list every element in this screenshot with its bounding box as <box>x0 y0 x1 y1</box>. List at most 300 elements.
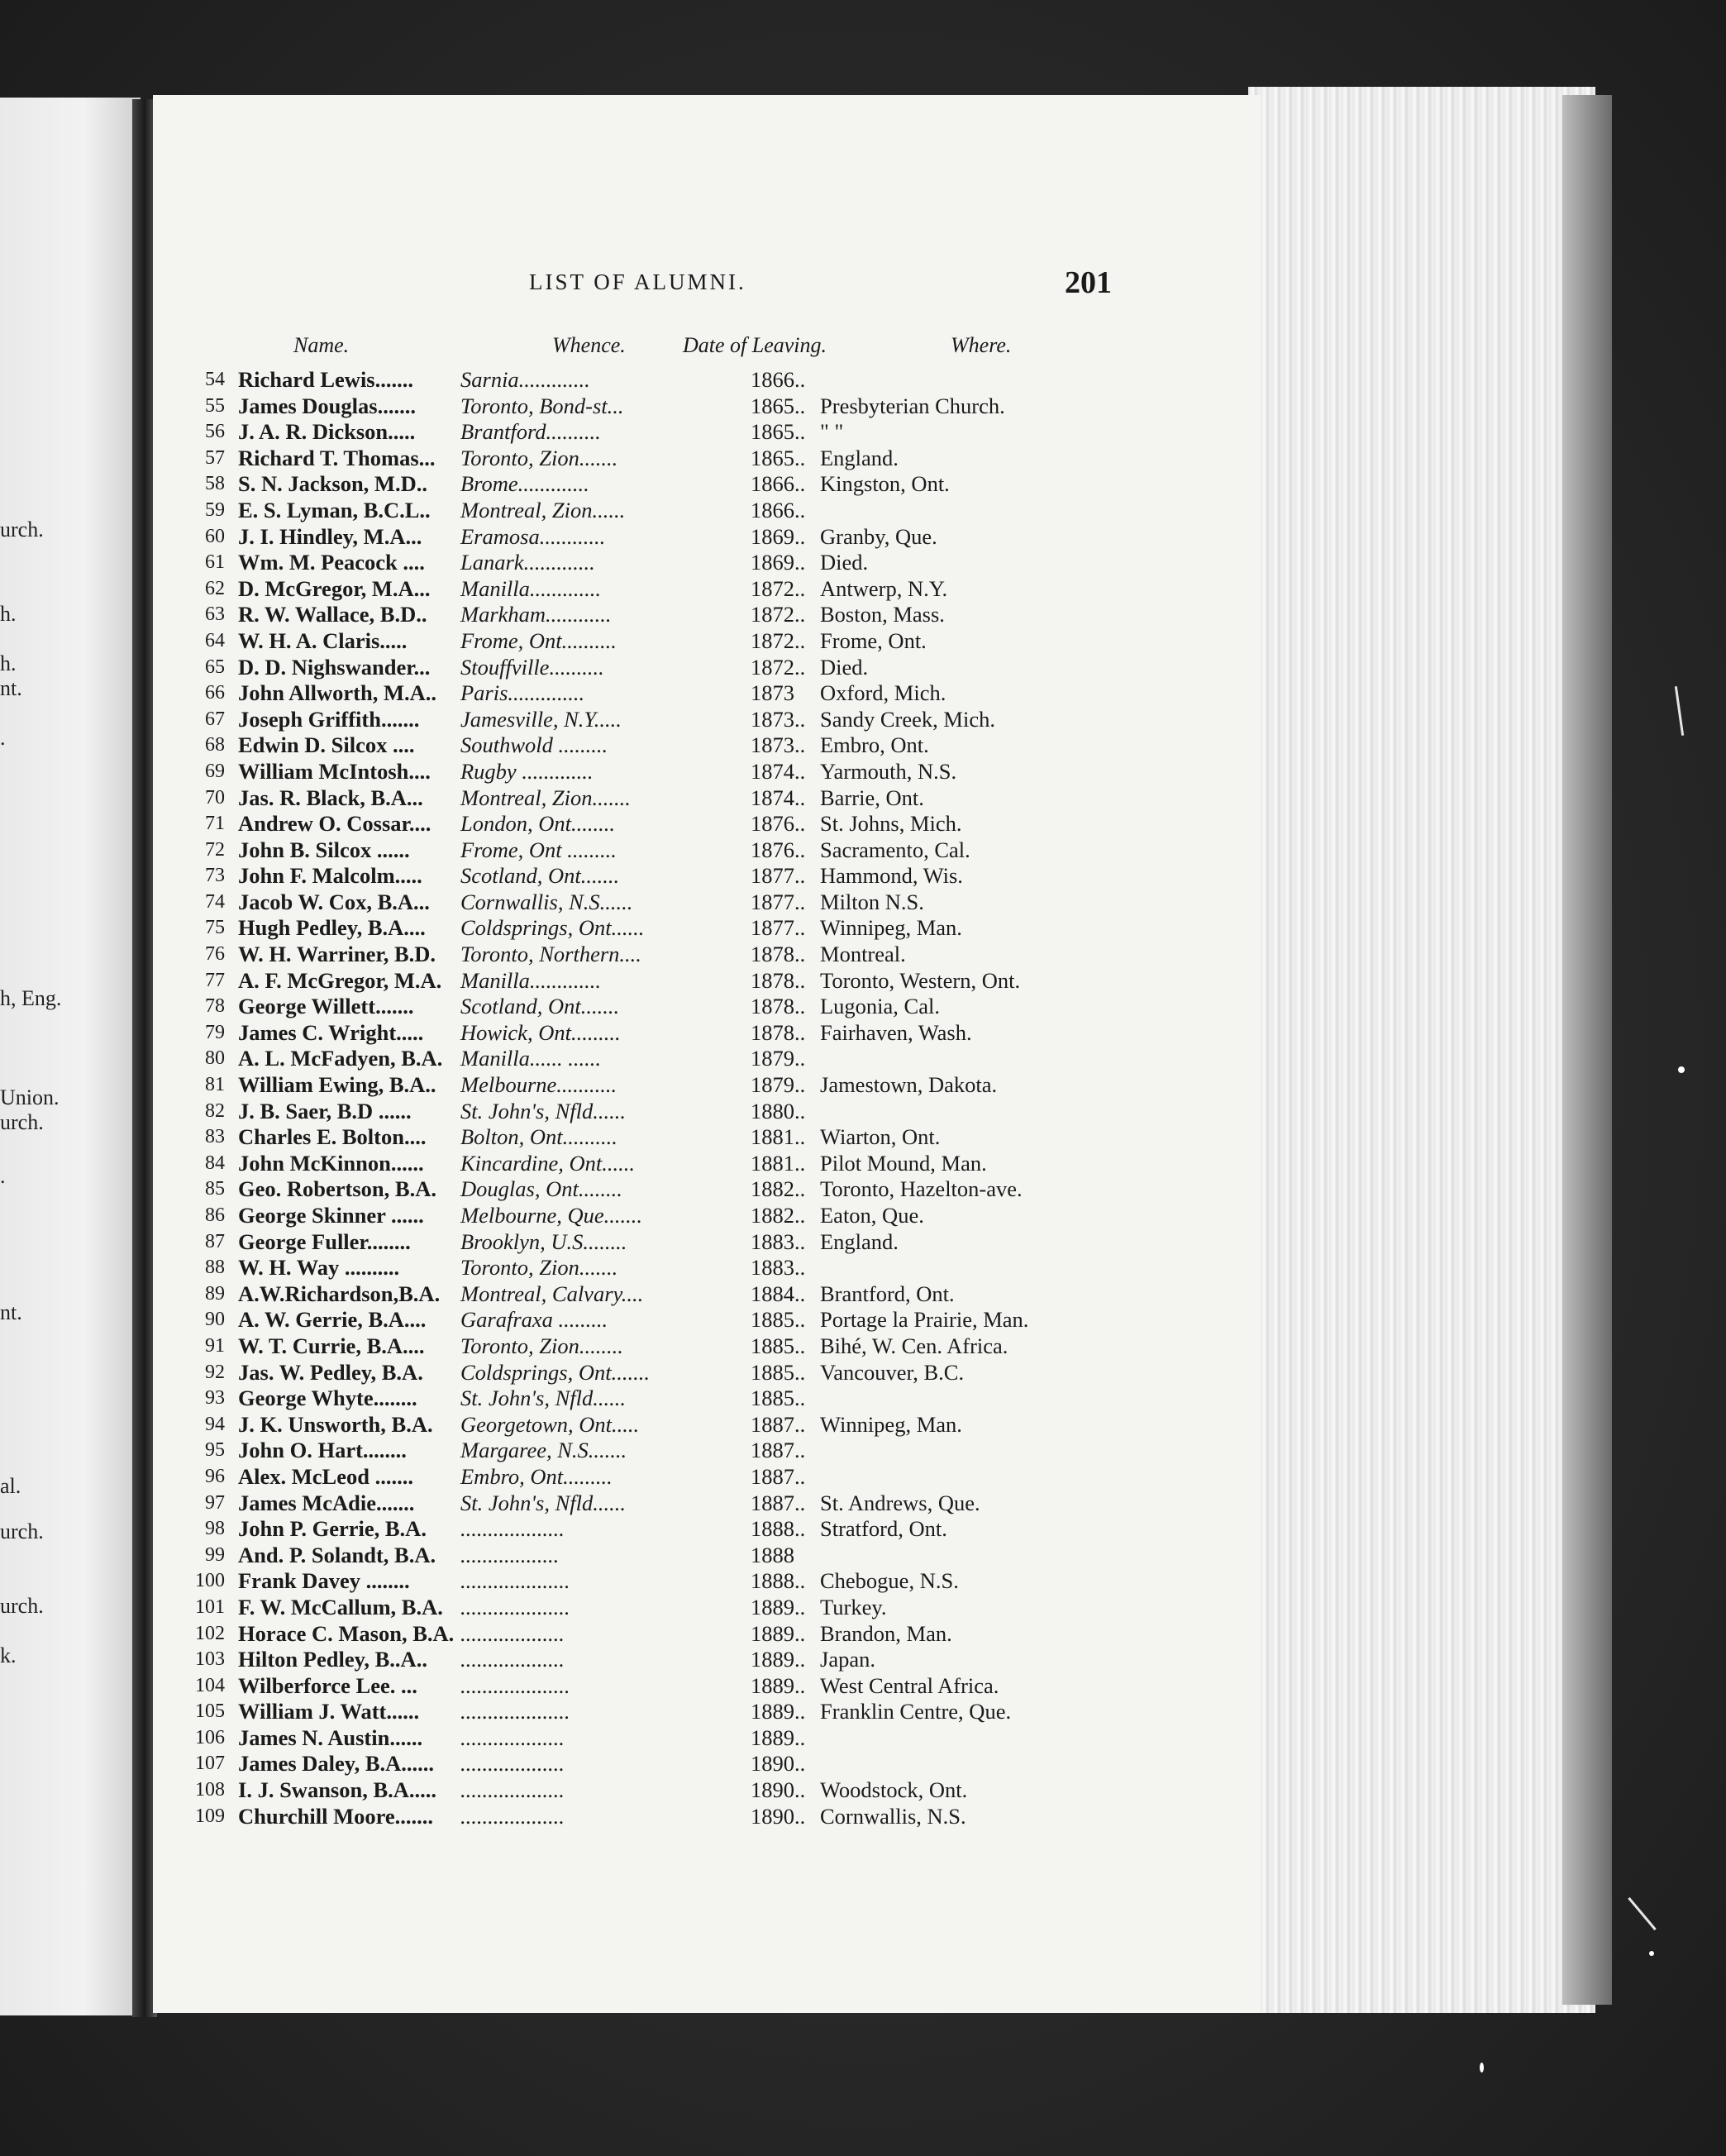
entry-number: 78 <box>205 995 225 1018</box>
alumni-entry-row <box>184 655 1109 681</box>
alumni-entry-row <box>184 1777 1109 1804</box>
entry-where: Cornwallis, N.S. <box>820 1803 966 1829</box>
alumni-entry-row <box>184 1020 1109 1047</box>
entry-whence: St. John's, Nfld...... <box>460 1490 627 1515</box>
entry-date: 1866.. <box>751 497 806 522</box>
entry-whence: St. John's, Nfld...... <box>460 1098 627 1123</box>
entry-name: Charles E. Bolton.... <box>238 1124 427 1150</box>
entry-number: 55 <box>205 394 225 417</box>
entry-date: 1879.. <box>751 1072 806 1098</box>
entry-number: 68 <box>205 734 225 756</box>
entry-number: 101 <box>195 1596 225 1618</box>
entry-date: 1877.. <box>751 889 806 914</box>
entry-name: John Allworth, M.A.. <box>238 680 436 706</box>
entry-name: William J. Watt...... <box>238 1699 420 1724</box>
entry-name: R. W. Wallace, B.D.. <box>238 602 427 627</box>
alumni-entry-row <box>184 1516 1109 1543</box>
entry-name: Horace C. Mason, B.A. <box>238 1620 455 1646</box>
entry-whence: Stouffville.......... <box>460 654 604 680</box>
entry-date: 1882.. <box>751 1176 806 1202</box>
left-page-text: k. <box>0 1643 17 1667</box>
entry-number: 75 <box>205 917 225 939</box>
entry-name: Joseph Griffith....... <box>238 706 420 732</box>
entry-where: Lugonia, Cal. <box>820 994 940 1019</box>
left-page-fragment <box>0 98 141 2015</box>
alumni-entry-row <box>184 707 1109 733</box>
entry-date: 1889.. <box>751 1672 806 1698</box>
entry-whence: Melbourne........... <box>460 1072 617 1098</box>
entry-number: 100 <box>195 1570 225 1592</box>
column-header-whence: Whence. <box>552 333 626 357</box>
entry-whence: Melbourne, Que....... <box>460 1203 643 1228</box>
entry-name: J. K. Unsworth, B.A. <box>238 1411 433 1437</box>
entry-where: Montreal. <box>820 942 906 967</box>
entry-where: Turkey. <box>820 1594 887 1619</box>
entry-where: Oxford, Mich. <box>820 680 946 706</box>
entry-date: 1890.. <box>751 1777 806 1803</box>
alumni-entry-row <box>184 1333 1109 1360</box>
left-page-text: urch. <box>0 1594 44 1618</box>
page-edge-shadow <box>1562 95 1612 2005</box>
alumni-entry-row <box>184 1568 1109 1595</box>
entry-whence: Montreal, Zion...... <box>460 497 626 522</box>
entry-whence: Paris.............. <box>460 680 585 706</box>
alumni-entry-row <box>184 1699 1109 1725</box>
entry-number: 98 <box>205 1518 225 1540</box>
entry-number: 102 <box>195 1622 225 1644</box>
left-page-text: al. <box>0 1474 21 1498</box>
entry-whence: Manilla............. <box>460 575 602 601</box>
entry-date: 1885.. <box>751 1333 806 1358</box>
entry-number: 99 <box>205 1543 225 1566</box>
entry-date: 1887.. <box>751 1490 806 1515</box>
entry-date: 1890.. <box>751 1751 806 1777</box>
alumni-entry-row <box>184 732 1109 759</box>
entry-name: William Ewing, B.A.. <box>238 1072 436 1098</box>
alumni-entry-row <box>184 1229 1109 1256</box>
entry-where: Hammond, Wis. <box>820 863 963 889</box>
entry-date: 1876.. <box>751 811 806 837</box>
entry-date: 1888.. <box>751 1568 806 1594</box>
entry-name: W. H. A. Claris..... <box>238 627 408 653</box>
entry-date: 1872.. <box>751 602 806 627</box>
entry-number: 71 <box>205 813 225 835</box>
alumni-entry-row <box>184 1255 1109 1281</box>
entry-name: James Daley, B.A...... <box>238 1751 435 1777</box>
entry-name: W. H. Warriner, B.D. <box>238 942 436 967</box>
alumni-entry-row <box>184 811 1109 837</box>
left-page-text: urch. <box>0 1519 44 1543</box>
entry-name: Alex. McLeod ....... <box>238 1463 413 1489</box>
entry-where: Chebogue, N.S. <box>820 1568 959 1594</box>
entry-whence: ................... <box>460 1777 565 1803</box>
scan-dust <box>1678 1066 1685 1073</box>
entry-where: St. Andrews, Que. <box>820 1490 980 1515</box>
entry-name: A. W. Gerrie, B.A.... <box>238 1307 427 1333</box>
entry-number: 63 <box>205 603 225 626</box>
page-number: 201 <box>1065 265 1112 300</box>
entry-date: 1873.. <box>751 706 806 732</box>
entry-number: 70 <box>205 786 225 808</box>
entry-date: 1878.. <box>751 967 806 993</box>
entry-number: 85 <box>205 1178 225 1200</box>
scan-dust <box>1480 2063 1484 2073</box>
entry-date: 1878.. <box>751 994 806 1019</box>
entry-name: John F. Malcolm..... <box>238 863 422 889</box>
entry-whence: Embro, Ont......... <box>460 1463 613 1489</box>
alumni-entry-row <box>184 1360 1109 1386</box>
entry-name: John McKinnon...... <box>238 1150 424 1176</box>
entry-where: Wiarton, Ont. <box>820 1124 941 1150</box>
entry-date: 1881.. <box>751 1150 806 1176</box>
entry-name: F. W. McCallum, B.A. <box>238 1594 443 1619</box>
entry-date: 1884.. <box>751 1281 806 1306</box>
entry-name: Edwin D. Silcox .... <box>238 732 415 758</box>
entry-whence: ................... <box>460 1516 565 1542</box>
entry-name: George Skinner ...... <box>238 1203 424 1228</box>
entry-name: George Whyte........ <box>238 1386 417 1411</box>
entry-whence: Cornwallis, N.S...... <box>460 889 633 914</box>
entry-date: 1866.. <box>751 367 806 392</box>
entry-name: Jas. R. Black, B.A... <box>238 785 423 810</box>
entry-whence: Montreal, Calvary.... <box>460 1281 644 1306</box>
left-page-text: nt. <box>0 1300 22 1324</box>
entry-date: 1877.. <box>751 915 806 941</box>
entry-number: 107 <box>195 1753 225 1775</box>
entry-where: Died. <box>820 550 869 575</box>
entry-date: 1880.. <box>751 1098 806 1123</box>
entry-number: 104 <box>195 1674 225 1696</box>
entry-where: Franklin Centre, Que. <box>820 1699 1012 1724</box>
entry-date: 1888 <box>751 1542 794 1567</box>
entry-name: Richard Lewis....... <box>238 367 413 392</box>
entry-date: 1877.. <box>751 863 806 889</box>
entry-name: John B. Silcox ...... <box>238 837 410 862</box>
entry-whence: Brome............. <box>460 471 589 497</box>
entry-where: Woodstock, Ont. <box>820 1777 968 1803</box>
entry-name: Frank Davey ........ <box>238 1568 410 1594</box>
alumni-entry-row <box>184 1804 1109 1830</box>
entry-name: George Fuller........ <box>238 1228 411 1254</box>
entry-number: 79 <box>205 1021 225 1043</box>
entry-date: 1872.. <box>751 627 806 653</box>
entry-where: Barrie, Ont. <box>820 785 924 810</box>
entry-where: Kingston, Ont. <box>820 471 950 497</box>
entry-number: 72 <box>205 838 225 861</box>
entry-date: 1889.. <box>751 1699 806 1724</box>
alumni-entry-row <box>184 785 1109 812</box>
page-block-edge <box>1248 87 1595 2013</box>
left-page-text: . <box>0 726 6 750</box>
entry-where: Embro, Ont. <box>820 732 929 758</box>
alumni-entry-row <box>184 498 1109 524</box>
entry-number: 84 <box>205 1152 225 1174</box>
entry-where: Brantford, Ont. <box>820 1281 955 1306</box>
entry-date: 1882.. <box>751 1203 806 1228</box>
entry-number: 77 <box>205 969 225 991</box>
left-page-text: nt. <box>0 676 22 700</box>
entry-whence: Brantford.......... <box>460 419 601 445</box>
entry-date: 1879.. <box>751 1046 806 1071</box>
alumni-entry-row <box>184 1307 1109 1333</box>
entry-number: 105 <box>195 1700 225 1723</box>
entry-date: 1889.. <box>751 1594 806 1619</box>
entry-name: J. A. R. Dickson..... <box>238 419 416 445</box>
alumni-entry-row <box>184 367 1109 394</box>
alumni-entry-row <box>184 1281 1109 1308</box>
entry-name: James McAdie....... <box>238 1490 415 1515</box>
entry-name: Jacob W. Cox, B.A... <box>238 889 430 914</box>
entry-date: 1872.. <box>751 575 806 601</box>
alumni-entry-row <box>184 1491 1109 1517</box>
alumni-entry-row <box>184 837 1109 864</box>
entry-name: Jas. W. Pedley, B.A. <box>238 1359 423 1385</box>
entry-whence: ................... <box>460 1751 565 1777</box>
entry-where: Portage la Prairie, Man. <box>820 1307 1029 1333</box>
entry-number: 93 <box>205 1387 225 1410</box>
left-page-text: urch. <box>0 1110 44 1134</box>
alumni-entry-row <box>184 890 1109 916</box>
entry-whence: Montreal, Zion....... <box>460 785 631 810</box>
entry-number: 69 <box>205 760 225 782</box>
entry-number: 59 <box>205 498 225 521</box>
entry-number: 109 <box>195 1805 225 1827</box>
column-header-name: Name. <box>293 333 350 357</box>
alumni-entry-row <box>184 524 1109 551</box>
left-page-text: Union. <box>0 1085 60 1109</box>
entry-where: Antwerp, N.Y. <box>820 575 948 601</box>
entry-date: 1885.. <box>751 1359 806 1385</box>
scan-dust <box>1649 1951 1654 1956</box>
alumni-entry-row <box>184 602 1109 628</box>
entry-number: 90 <box>205 1309 225 1331</box>
running-head: LIST OF ALUMNI. <box>529 270 746 294</box>
entry-number: 58 <box>205 473 225 495</box>
entry-name: E. S. Lyman, B.C.L.. <box>238 497 431 522</box>
left-page-text: h. <box>0 651 17 675</box>
alumni-entry-row <box>184 915 1109 942</box>
entry-name: J. B. Saer, B.D ...... <box>238 1098 412 1123</box>
alumni-entry-row <box>184 968 1109 995</box>
entry-whence: ................... <box>460 1724 565 1750</box>
entry-where: Granby, Que. <box>820 523 937 549</box>
entry-date: 1887.. <box>751 1463 806 1489</box>
entry-date: 1887.. <box>751 1438 806 1463</box>
entry-whence: Manilla............. <box>460 967 602 993</box>
entry-name: Andrew O. Cossar.... <box>238 811 432 837</box>
entry-whence: Toronto, Bond-st... <box>460 393 624 418</box>
entry-whence: Markham............ <box>460 602 612 627</box>
entry-name: I. J. Swanson, B.A..... <box>238 1777 437 1803</box>
entry-date: 1883.. <box>751 1255 806 1281</box>
entry-date: 1885.. <box>751 1386 806 1411</box>
alumni-entry-row <box>184 1046 1109 1072</box>
entry-whence: Jamesville, N.Y..... <box>460 706 622 732</box>
entry-date: 1889.. <box>751 1647 806 1672</box>
alumni-entry-row <box>184 1621 1109 1648</box>
entry-whence: London, Ont........ <box>460 811 615 837</box>
alumni-entry-row <box>184 1543 1109 1569</box>
entry-name: A.W.Richardson,B.A. <box>238 1281 441 1306</box>
entry-whence: Coldsprings, Ont....... <box>460 1359 650 1385</box>
entry-whence: ................... <box>460 1647 565 1672</box>
entry-number: 88 <box>205 1257 225 1279</box>
entry-name: John P. Gerrie, B.A. <box>238 1516 427 1542</box>
alumni-entry-row <box>184 576 1109 603</box>
entry-whence: Lanark............. <box>460 550 595 575</box>
entry-where: West Central Africa. <box>820 1672 999 1698</box>
entry-date: 1865.. <box>751 419 806 445</box>
entry-where: Died. <box>820 654 869 680</box>
entry-name: A. F. McGregor, M.A. <box>238 967 442 993</box>
entry-whence: Sarnia............. <box>460 367 590 392</box>
entry-number: 82 <box>205 1099 225 1122</box>
entry-whence: Toronto, Zion........ <box>460 1333 623 1358</box>
left-page-text: h, Eng. <box>0 986 62 1010</box>
entry-date: 1881.. <box>751 1124 806 1150</box>
alumni-entry-row <box>184 419 1109 446</box>
entry-name: John O. Hart........ <box>238 1438 407 1463</box>
entry-name: And. P. Solandt, B.A. <box>238 1542 436 1567</box>
entry-name: D. D. Nighswander... <box>238 654 431 680</box>
entry-whence: Kincardine, Ont...... <box>460 1150 636 1176</box>
entry-where: Sandy Creek, Mich. <box>820 706 995 732</box>
entry-date: 1885.. <box>751 1307 806 1333</box>
alumni-entry-row <box>184 471 1109 498</box>
entry-where: Vancouver, B.C. <box>820 1359 965 1385</box>
alumni-entry-row <box>184 1386 1109 1412</box>
entry-name: W. H. Way .......... <box>238 1255 400 1281</box>
alumni-entry-row <box>184 759 1109 785</box>
alumni-entry-row <box>184 1464 1109 1491</box>
entry-number: 97 <box>205 1491 225 1514</box>
entry-number: 106 <box>195 1726 225 1748</box>
entry-date: 1889.. <box>751 1724 806 1750</box>
entry-whence: Georgetown, Ont..... <box>460 1411 640 1437</box>
left-page-text: urch. <box>0 518 44 541</box>
entry-whence: Douglas, Ont........ <box>460 1176 622 1202</box>
entry-whence: ................... <box>460 1620 565 1646</box>
entry-where: Milton N.S. <box>820 889 924 914</box>
entry-number: 95 <box>205 1439 225 1462</box>
left-page-text: h. <box>0 602 17 626</box>
entry-number: 65 <box>205 656 225 678</box>
entry-number: 92 <box>205 1361 225 1383</box>
entry-name: William McIntosh.... <box>238 758 431 784</box>
entry-number: 74 <box>205 890 225 913</box>
entry-where: Sacramento, Cal. <box>820 837 970 862</box>
entry-where: England. <box>820 445 899 470</box>
entry-whence: Howick, Ont......... <box>460 1019 621 1045</box>
entry-number: 83 <box>205 1126 225 1148</box>
entry-where: Toronto, Western, Ont. <box>820 967 1021 993</box>
alumni-entry-row <box>184 1595 1109 1621</box>
entry-number: 81 <box>205 1074 225 1096</box>
entry-whence: Brooklyn, U.S........ <box>460 1228 627 1254</box>
entry-where: St. Johns, Mich. <box>820 811 962 837</box>
entry-name: James N. Austin...... <box>238 1724 423 1750</box>
entry-whence: Manilla...... ...... <box>460 1046 602 1071</box>
entry-where: Frome, Ont. <box>820 627 927 653</box>
entry-date: 1876.. <box>751 837 806 862</box>
alumni-entry-row <box>184 1647 1109 1673</box>
entry-date: 1890.. <box>751 1803 806 1829</box>
entry-name: A. L. McFadyen, B.A. <box>238 1046 443 1071</box>
entry-date: 1873 <box>751 680 794 706</box>
entry-name: J. I. Hindley, M.A... <box>238 523 422 549</box>
entry-whence: Southwold ......... <box>460 732 608 758</box>
entry-number: 94 <box>205 1413 225 1435</box>
entry-date: 1865.. <box>751 445 806 470</box>
alumni-entry-row <box>184 1176 1109 1203</box>
entry-where: Winnipeg, Man. <box>820 915 962 941</box>
alumni-entry-row <box>184 1203 1109 1229</box>
entry-where: Presbyterian Church. <box>820 393 1005 418</box>
entry-whence: Frome, Ont ......... <box>460 837 617 862</box>
entry-whence: Toronto, Zion....... <box>460 445 618 470</box>
entry-name: Wilberforce Lee. ... <box>238 1672 417 1698</box>
entry-number: 62 <box>205 577 225 599</box>
entry-whence: Scotland, Ont....... <box>460 994 620 1019</box>
entry-name: S. N. Jackson, M.D.. <box>238 471 427 497</box>
entry-whence: Toronto, Northern.... <box>460 942 641 967</box>
column-header-date: Date of Leaving. <box>683 333 827 357</box>
entry-date: 1888.. <box>751 1516 806 1542</box>
alumni-entry-row <box>184 1751 1109 1777</box>
entry-date: 1889.. <box>751 1620 806 1646</box>
entry-date: 1869.. <box>751 550 806 575</box>
entry-name: Geo. Robertson, B.A. <box>238 1176 436 1202</box>
entry-date: 1878.. <box>751 942 806 967</box>
entry-whence: Frome, Ont.......... <box>460 627 617 653</box>
entry-whence: Scotland, Ont....... <box>460 863 620 889</box>
entry-where: " " <box>820 419 844 445</box>
entry-where: Winnipeg, Man. <box>820 1411 962 1437</box>
left-page-text: . <box>0 1164 6 1188</box>
alumni-entry-row <box>184 394 1109 420</box>
entry-number: 86 <box>205 1204 225 1226</box>
alumni-entry-row <box>184 550 1109 576</box>
entry-where: Toronto, Hazelton-ave. <box>820 1176 1023 1202</box>
column-header-where: Where. <box>951 333 1012 357</box>
entry-number: 56 <box>205 421 225 443</box>
alumni-entry-row <box>184 863 1109 890</box>
entry-name: Hilton Pedley, B..A.. <box>238 1647 427 1672</box>
entry-whence: .................... <box>460 1594 570 1619</box>
entry-whence: Rugby ............. <box>460 758 594 784</box>
alumni-entry-row <box>184 1438 1109 1464</box>
entry-where: Yarmouth, N.S. <box>820 758 957 784</box>
alumni-entry-row <box>184 1412 1109 1438</box>
alumni-entry-row <box>184 680 1109 707</box>
entry-name: Richard T. Thomas... <box>238 445 436 470</box>
entry-date: 1883.. <box>751 1228 806 1254</box>
entry-number: 89 <box>205 1282 225 1305</box>
entry-number: 87 <box>205 1230 225 1252</box>
entry-whence: ................... <box>460 1803 565 1829</box>
entry-name: James C. Wright..... <box>238 1019 424 1045</box>
entry-number: 57 <box>205 446 225 469</box>
entry-whence: .................. <box>460 1542 560 1567</box>
entry-date: 1874.. <box>751 758 806 784</box>
entry-number: 60 <box>205 525 225 547</box>
entry-whence: .................... <box>460 1568 570 1594</box>
entry-where: Bihé, W. Cen. Africa. <box>820 1333 1008 1358</box>
entry-number: 80 <box>205 1047 225 1070</box>
entry-number: 67 <box>205 708 225 730</box>
alumni-entry-row <box>184 1124 1109 1151</box>
entry-date: 1874.. <box>751 785 806 810</box>
